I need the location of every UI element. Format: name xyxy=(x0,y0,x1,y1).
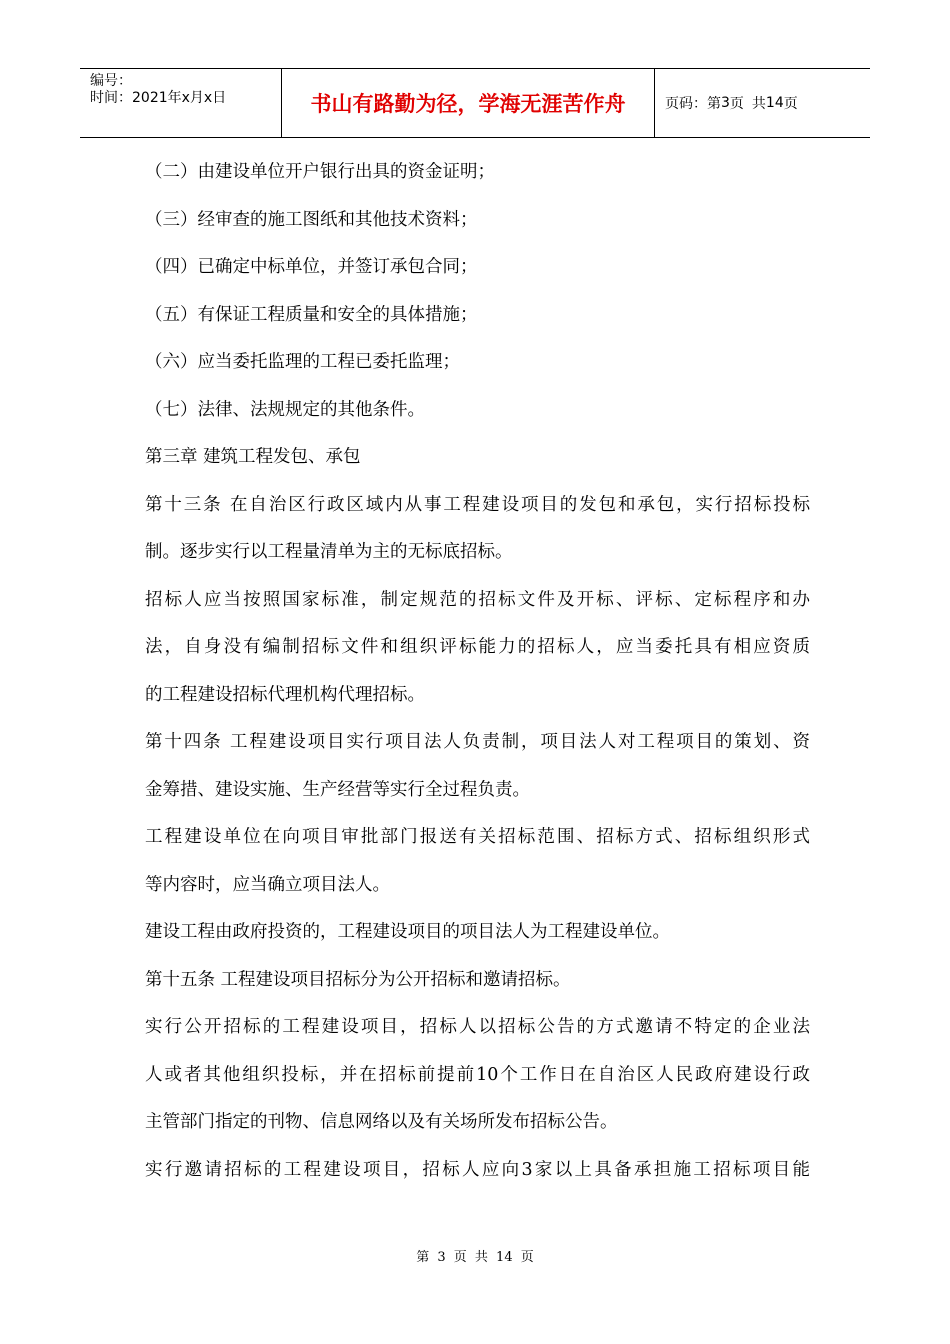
page-suffix: 页 xyxy=(783,96,798,112)
text-line: （二）由建设单位开户银行出具的资金证明； xyxy=(145,162,495,182)
header-page-info xyxy=(655,69,870,137)
text-line: 第十四条 工程建设项目实行项目法人负责制，项目法人对工程项目的策划、资 xyxy=(145,732,810,752)
page-footer: 第 3 页 共 14 页 xyxy=(416,1250,534,1265)
text-line: 制。逐步实行以工程量清单为主的无标底招标。 xyxy=(145,542,513,562)
page-total-prefix: 共 xyxy=(751,96,766,112)
text-line: 的工程建设招标代理机构代理招标。 xyxy=(145,684,425,705)
page-total: 14 xyxy=(765,95,784,111)
text-line: （三）经审查的施工图纸和其他技术资料； xyxy=(145,209,478,230)
document-body xyxy=(145,149,810,1194)
text-line: 实行公开招标的工程建设项目，招标人以招标公告的方式邀请不特定的企业法 xyxy=(145,1017,810,1037)
document-date: 时间：2021年x月x日 xyxy=(90,90,227,106)
page-mid: 页 xyxy=(729,96,744,112)
text-line: 金筹措、建设实施、生产经营等实行全过程负责。 xyxy=(145,779,530,800)
document-number-label: 编号： xyxy=(90,73,132,89)
text-line: 实行邀请招标的工程建设项目，招标人应向3家以上具备承担施工招标项目能 xyxy=(145,1159,810,1180)
header-motto: 书山有路勤为径，学海无涯苦作舟 xyxy=(282,69,655,137)
text-line: 工程建设单位在向项目审批部门报送有关招标范围、招标方式、招标组织形式 xyxy=(145,827,810,847)
text-line: 法，自身没有编制招标文件和组织评标能力的招标人，应当委托具有相应资质 xyxy=(145,637,810,657)
page-current: 3 xyxy=(721,95,730,111)
text-line: （五）有保证工程质量和安全的具体措施； xyxy=(145,304,478,325)
text-line: （六）应当委托监理的工程已委托监理； xyxy=(145,352,460,372)
text-line: 主管部门指定的刊物、信息网络以及有关场所发布招标公告。 xyxy=(145,1112,618,1132)
text-line: 第十五条 工程建设项目招标分为公开招标和邀请招标。 xyxy=(145,969,571,990)
text-line: 招标人应当按照国家标准，制定规范的招标文件及开标、评标、定标程序和办 xyxy=(145,589,810,610)
text-line: （七）法律、法规规定的其他条件。 xyxy=(145,399,425,420)
header-meta xyxy=(80,69,282,137)
text-line: 人或者其他组织投标，并在招标前提前10个工作日在自治区人民政府建设行政 xyxy=(145,1064,810,1085)
chapter-heading: 第三章 建筑工程发包、承包 xyxy=(145,447,361,467)
text-line: 第十三条 在自治区行政区域内从事工程建设项目的发包和承包，实行招标投标 xyxy=(145,494,810,515)
page-prefix: 页码：第 xyxy=(665,96,721,112)
text-line: （四）已确定中标单位，并签订承包合同； xyxy=(145,257,478,277)
text-line: 等内容时，应当确立项目法人。 xyxy=(145,874,390,895)
text-line: 建设工程由政府投资的，工程建设项目的项目法人为工程建设单位。 xyxy=(145,922,670,942)
page-header xyxy=(80,68,870,138)
